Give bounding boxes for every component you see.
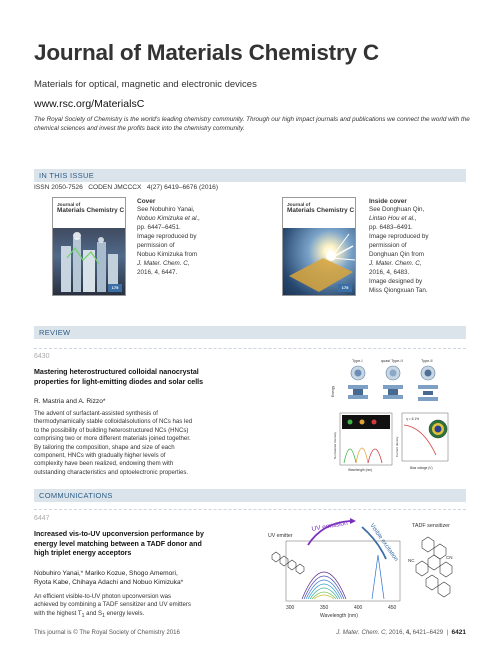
section-heading-in-this-issue: IN THIS ISSUE <box>39 171 95 180</box>
type-label-2: quasi Type-II <box>381 359 403 363</box>
inside-cover-mini-title: Journal of Materials Chemistry C <box>287 203 355 215</box>
review-abstract: The advent of surfactant-assisted synthesis of thermodynamically stable colloidalsolutions of NCs has led to the possibility of building heterostructured NCs (HNCs) comprising two or more different materials joined together. By tailoring the composition, shape and size of each component, HNCs with gradually higher levels of complexity have been realized, endowing them with outstanding characteristics and optoelectronic properties. <box>34 410 193 476</box>
type-label-3: Type-II <box>421 359 433 363</box>
inside-cover-pages-link[interactable]: pp. 6483–6491. <box>369 224 413 232</box>
cover-badge: 175 <box>108 284 122 292</box>
cover-image[interactable] <box>52 197 126 296</box>
cover-mini-title: Journal of Materials Chemistry C <box>57 203 125 215</box>
x-tick-400: 400 <box>354 605 363 611</box>
pl-ylabel: Normalized intensity <box>333 431 337 459</box>
review-figure <box>318 355 468 480</box>
band-diagrams <box>348 366 438 401</box>
cover-pages-link[interactable]: pp. 6447–6451. <box>137 224 181 232</box>
type-label-1: Type-I <box>352 359 363 363</box>
device-inset-core <box>435 426 442 433</box>
jv-xlabel: Bias voltage (V) <box>410 466 433 470</box>
issn-line <box>34 184 218 191</box>
footer-copyright: This journal is © The Royal Society of Chemistry 2016 <box>34 629 180 636</box>
divider <box>34 509 466 510</box>
nc-label-left: NC <box>408 558 415 563</box>
uv-emitter-molecule <box>272 552 304 574</box>
communication-figure <box>262 515 468 623</box>
journal-subtitle: Materials for optical, magnetic and electronic devices <box>34 79 257 90</box>
coden: CODEN JMCCCX <box>88 184 142 191</box>
efficiency-annotation: η = 6.1% <box>406 417 420 421</box>
review-title[interactable]: Mastering heterostructured colloidal nanocrystal properties for light-emitting diodes and solar cells <box>34 368 204 386</box>
footer-citation: J. Mater. Chem. C, 2016, 4, 6421–6429 | 6421 <box>336 629 466 636</box>
tadf-molecule <box>416 537 452 597</box>
jv-ylabel: Current density <box>395 436 399 457</box>
visible-excitation-label: Visible excitation <box>368 522 399 563</box>
x-tick-450: 450 <box>388 605 397 611</box>
communication-page-number[interactable]: 6447 <box>34 515 50 522</box>
cover-label: Cover <box>137 198 156 205</box>
section-bar-in-this-issue <box>34 169 466 182</box>
communication-authors: Nobuhiro Yanai,* Mariko Kozue, Shogo Amemori, Ryota Kabe, Chihaya Adachi and Nobuo Kimizuka* <box>34 570 184 587</box>
cover-caption: Cover See Nobuhiro Yanai, Nobuo Kimizuka et al., pp. 6447–6451. Image reproduced by permission of Nobuo Kimizuka from J. Mater. Chem. C, 2016, 4, 6447. <box>137 198 200 276</box>
tadf-label: TADF sensitizer <box>412 523 450 529</box>
communication-title[interactable]: Increased vis-to-UV upconversion performance by energy level matching between a TADF donor and high triplet energy acceptors <box>34 530 204 558</box>
review-authors: R. Mastria and A. Rizzo* <box>34 398 106 405</box>
divider <box>34 348 466 349</box>
x-tick-350: 350 <box>320 605 329 611</box>
energy-label: Energy <box>331 385 335 397</box>
inside-cover-label: Inside cover <box>369 198 407 205</box>
pl-xlabel: Wavelength (nm) <box>348 468 373 472</box>
journal-title: Journal of Materials Chemistry C <box>34 40 379 65</box>
review-page-number[interactable]: 6430 <box>34 353 50 360</box>
uv-emission-label: UV emission <box>311 519 349 533</box>
section-bar-review <box>34 326 466 339</box>
section-bar-communications <box>34 489 466 502</box>
rsc-blurb: The Royal Society of Chemistry is the world's leading chemistry community. Through our high impact journals and publications we connect the world with the chemical sciences and invest the profits back into the chemistry community. <box>34 116 470 132</box>
inside-cover-image[interactable] <box>282 197 356 296</box>
inside-cover-caption: Inside cover See Donghuan Qin, Lintao Hou et al., pp. 6483–6491. Image reproduced by permission of Donghuan Qin from J. Mater. Chem. C, 2016, 4, 6483. Image designed by Miss Qiongxuan Tan. <box>369 198 429 294</box>
section-heading-communications: COMMUNICATIONS <box>39 491 113 500</box>
x-tick-300: 300 <box>286 605 295 611</box>
section-heading-review: REVIEW <box>39 328 71 337</box>
uv-emitter-label: UV emitter <box>268 533 293 539</box>
issn: ISSN 2050-7526 <box>34 184 83 191</box>
page-number: 6421 <box>451 629 466 636</box>
inside-cover-badge: 175 <box>338 284 352 292</box>
communication-abstract: An efficient visible-to-UV photon upconversion was achieved by combining a TADF sensitizer and UV emitters with the highest $T_1$ and $S_1$ energy levels. <box>34 593 191 620</box>
spectra-xlabel: Wavelength (nm) <box>320 613 358 619</box>
emission-spectra <box>302 555 384 599</box>
journal-url-link[interactable]: www.rsc.org/MaterialsC <box>34 98 145 110</box>
volume-info: 4(27) 6419–6676 (2016) <box>146 184 219 191</box>
nc-label-right: CN <box>446 555 453 560</box>
